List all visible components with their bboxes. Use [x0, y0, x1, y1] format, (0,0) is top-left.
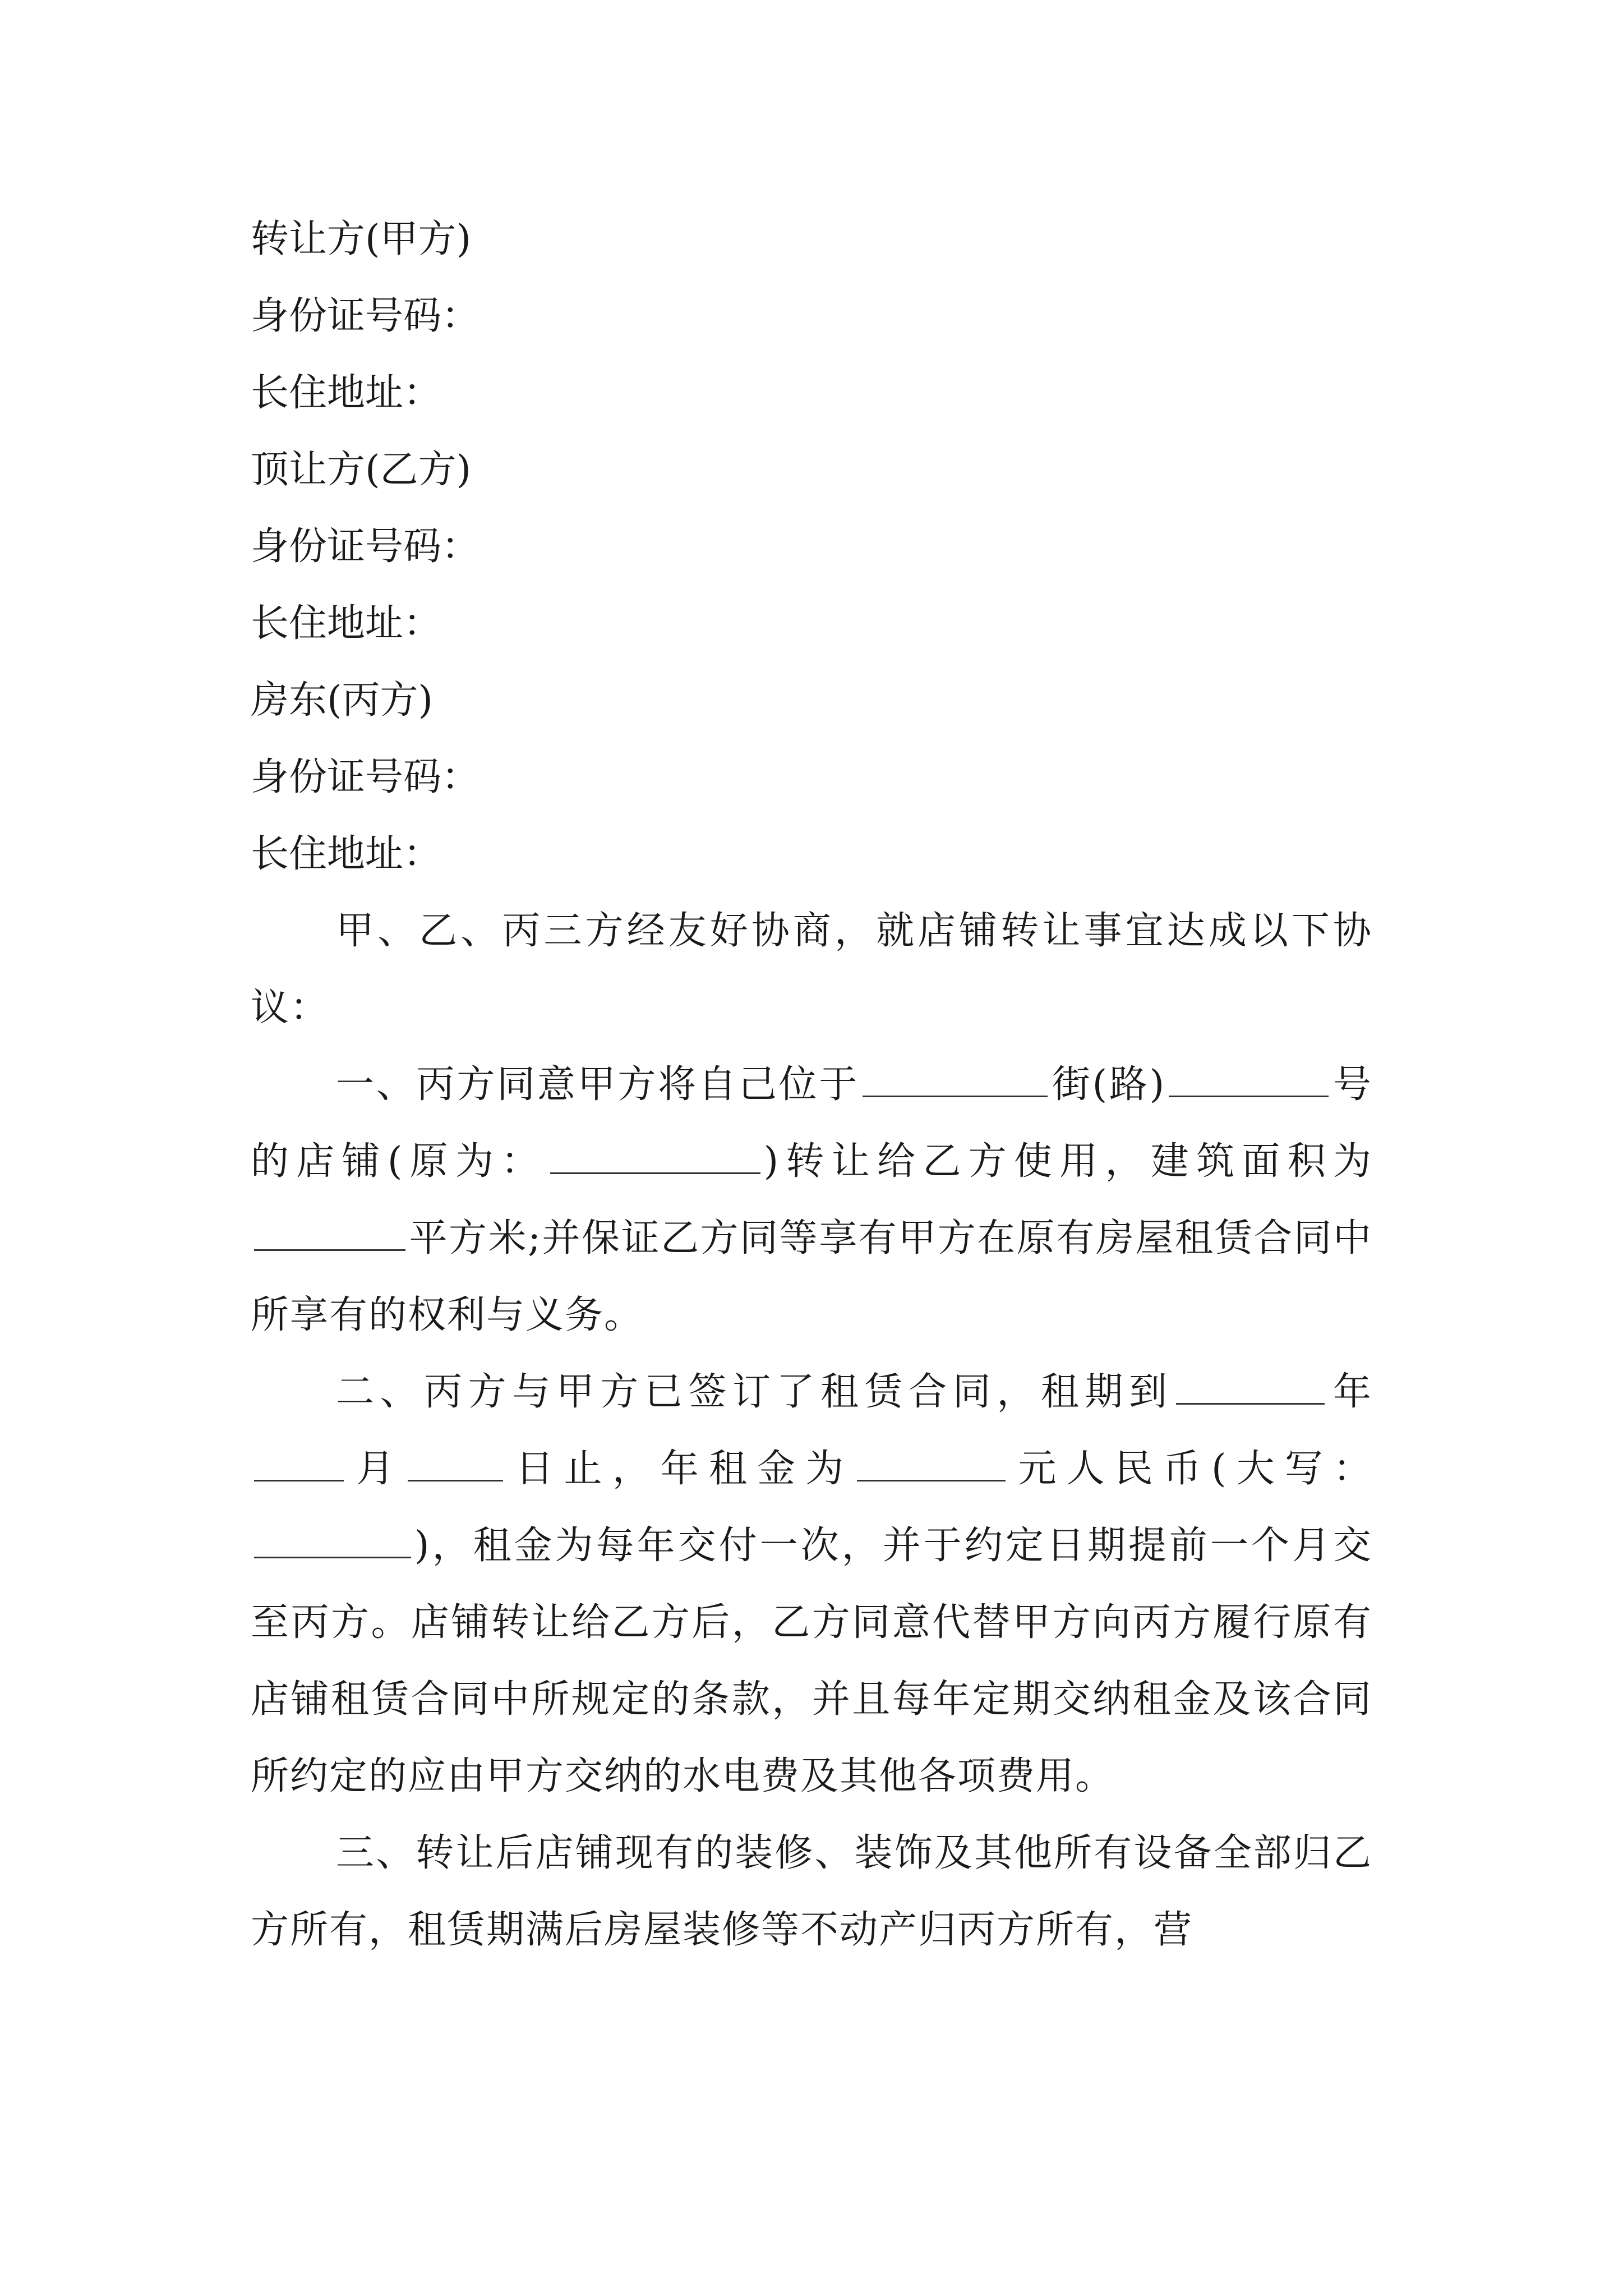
- clause-2-text-e: 元人民币(大写：: [1009, 1447, 1372, 1491]
- clause-1-text-d: )转让给乙方使用，建筑面积为: [763, 1139, 1372, 1184]
- landlord-title: 房东(丙方): [251, 678, 434, 723]
- clause-2-text-d: 日止，年租金为: [506, 1447, 854, 1491]
- transferee-id-label: 身份证号码：: [251, 524, 480, 569]
- transferee-address-label: 长住地址：: [251, 601, 442, 646]
- clause-3: 三、转让后店铺现有的装修、装饰及其他所有设备全部归乙方所有，租赁期满后房屋装修等不动产归丙方所有，营: [251, 1831, 1372, 1952]
- original-use-blank: [550, 1140, 760, 1174]
- clause-1-text-c: 号的店铺(原为：: [251, 1062, 1372, 1184]
- number-blank: [1169, 1063, 1329, 1097]
- clause-1-text-a: 一、丙方同意甲方将自己位于: [336, 1062, 860, 1107]
- clause-1: [251, 1046, 1372, 1354]
- landlord-id-label: 身份证号码：: [251, 755, 480, 799]
- clause-2-text-b: 年: [1328, 1370, 1372, 1414]
- annual-rent-blank: [857, 1447, 1006, 1481]
- intro-paragraph: 甲、乙、丙三方经友好协商，就店铺转让事宜达成以下协议：: [251, 909, 1372, 1030]
- contract-body: [251, 201, 1372, 1968]
- clause-2-text-c: 月: [347, 1447, 405, 1491]
- transferor-title: 转让方(甲方): [251, 217, 472, 261]
- clause-1-text-b: 街(路): [1051, 1062, 1166, 1107]
- transferor-id-label: 身份证号码：: [251, 294, 480, 338]
- landlord-address-label: 长住地址：: [251, 832, 442, 876]
- lease-year-blank: [1176, 1370, 1325, 1405]
- lease-month-blank: [254, 1447, 344, 1481]
- area-blank: [254, 1217, 405, 1251]
- street-blank: [863, 1063, 1048, 1097]
- transferee-title: 顶让方(乙方): [251, 448, 472, 492]
- clause-2: [251, 1354, 1372, 1815]
- rent-uppercase-blank: [254, 1524, 411, 1558]
- transferor-address-label: 长住地址：: [251, 371, 442, 415]
- clause-2-text-a: 二、丙方与甲方已签订了租赁合同，租期到: [336, 1370, 1173, 1414]
- clause-1-text-e: 平方米;并保证乙方同等享有甲方在原有房屋租赁合同中所享有的权利与义务。: [251, 1216, 1372, 1337]
- clause-2-text-f: )，租金为每年交付一次，并于约定日期提前一个月交至丙方。店铺转让给乙方后，乙方同意代替甲方向丙方履行原有店铺租赁合同中所规定的条款，并且每年定期交纳租金及该合同所约定的应由甲方交纳的水电费及其他各项费用。: [251, 1524, 1372, 1798]
- lease-day-blank: [408, 1447, 503, 1481]
